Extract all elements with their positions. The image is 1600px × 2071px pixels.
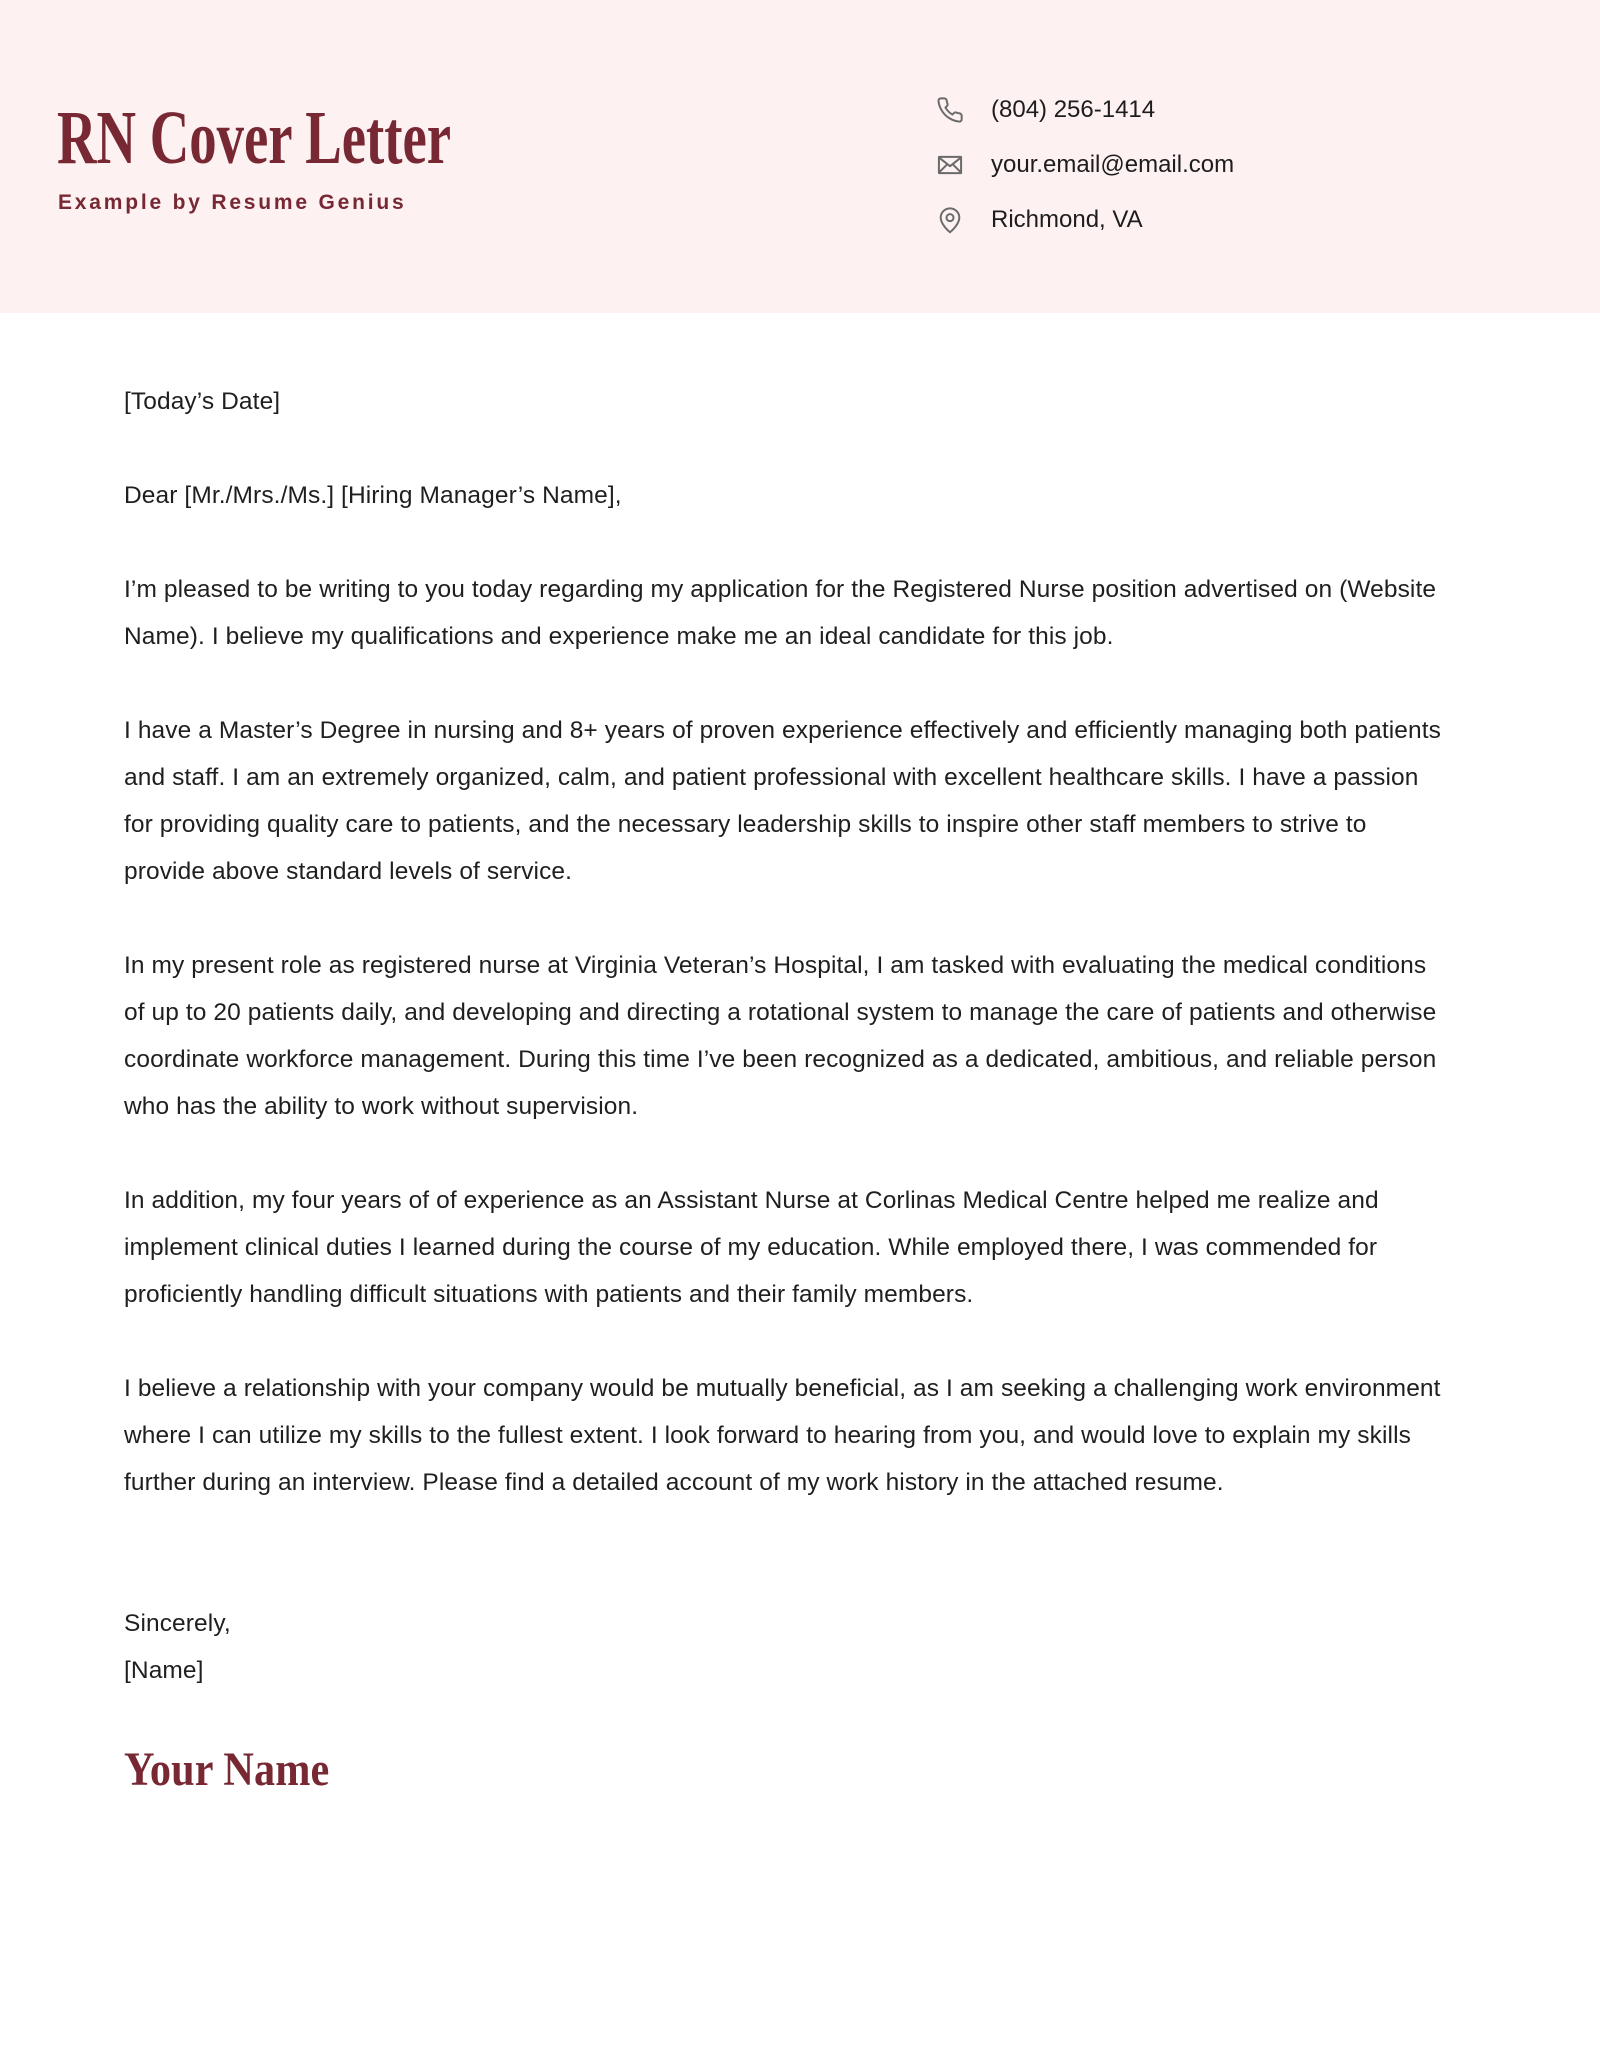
location-pin-icon	[936, 206, 964, 234]
header-band	[0, 0, 1600, 313]
contact-row-location	[936, 205, 1234, 235]
phone-icon	[936, 96, 964, 124]
page-subtitle: Example by Resume Genius	[58, 191, 407, 214]
page-title: RN Cover Letter	[57, 96, 452, 180]
signature-name: Your Name	[124, 1743, 330, 1796]
letter-paragraph-3: In my present role as registered nurse at Virginia Veteran’s Hospital, I am tasked with evaluating the medical conditions of up to 20 patients daily, and developing and directing a rotational system to manage the care of patients and otherwise coordinate workforce management. During this time I’ve been recognized as a dedicated, ambitious, and reliable person who has the ability to work without supervision.	[124, 952, 1437, 1120]
letter-body	[0, 313, 1600, 1796]
letter-paragraph-2: I have a Master’s Degree in nursing and 8+ years of proven experience effectively and efficiently managing both patients and staff. I am an extremely organized, calm, and patient professional with excellent healthcare skills. I have a passion for providing quality care to patients, and the necessary leadership skills to inspire other staff members to strive to provide above standard levels of service.	[124, 717, 1441, 885]
letter-paragraph-4: In addition, my four years of of experience as an Assistant Nurse at Corlinas Medical Centre helped me realize and implement clinical duties I learned during the course of my education. While employed there, I was commended for proficiently handling difficult situations with patients and their family members.	[124, 1187, 1379, 1308]
salutation-line: Dear [Mr./Mrs./Ms.] [Hiring Manager’s Name],	[124, 482, 622, 509]
contact-block	[936, 95, 1234, 235]
closing-block	[124, 1600, 1450, 1694]
closing-line: Sincerely,	[124, 1610, 231, 1637]
contact-row-phone	[936, 95, 1234, 125]
letter-paragraph-1: I’m pleased to be writing to you today regarding my application for the Registered Nurse position advertised on (Website Name). I believe my qualifications and experience make me an ideal candidate for this job.	[124, 576, 1437, 650]
email-address: your.email@email.com	[991, 151, 1235, 178]
date-line: [Today’s Date]	[124, 388, 281, 415]
email-icon	[936, 151, 964, 179]
phone-number: (804) 256-1414	[991, 96, 1156, 123]
location-text: Richmond, VA	[991, 206, 1143, 233]
contact-row-email	[936, 150, 1234, 180]
letter-paragraph-5: I believe a relationship with your company would be mutually beneficial, as I am seeking a challenging work environment where I can utilize my skills to the fullest extent. I look forward to hearing from you, and would love to explain my skills further during an interview. Please find a detailed account of my work history in the attached resume.	[124, 1375, 1441, 1496]
name-placeholder-line: [Name]	[124, 1657, 204, 1684]
